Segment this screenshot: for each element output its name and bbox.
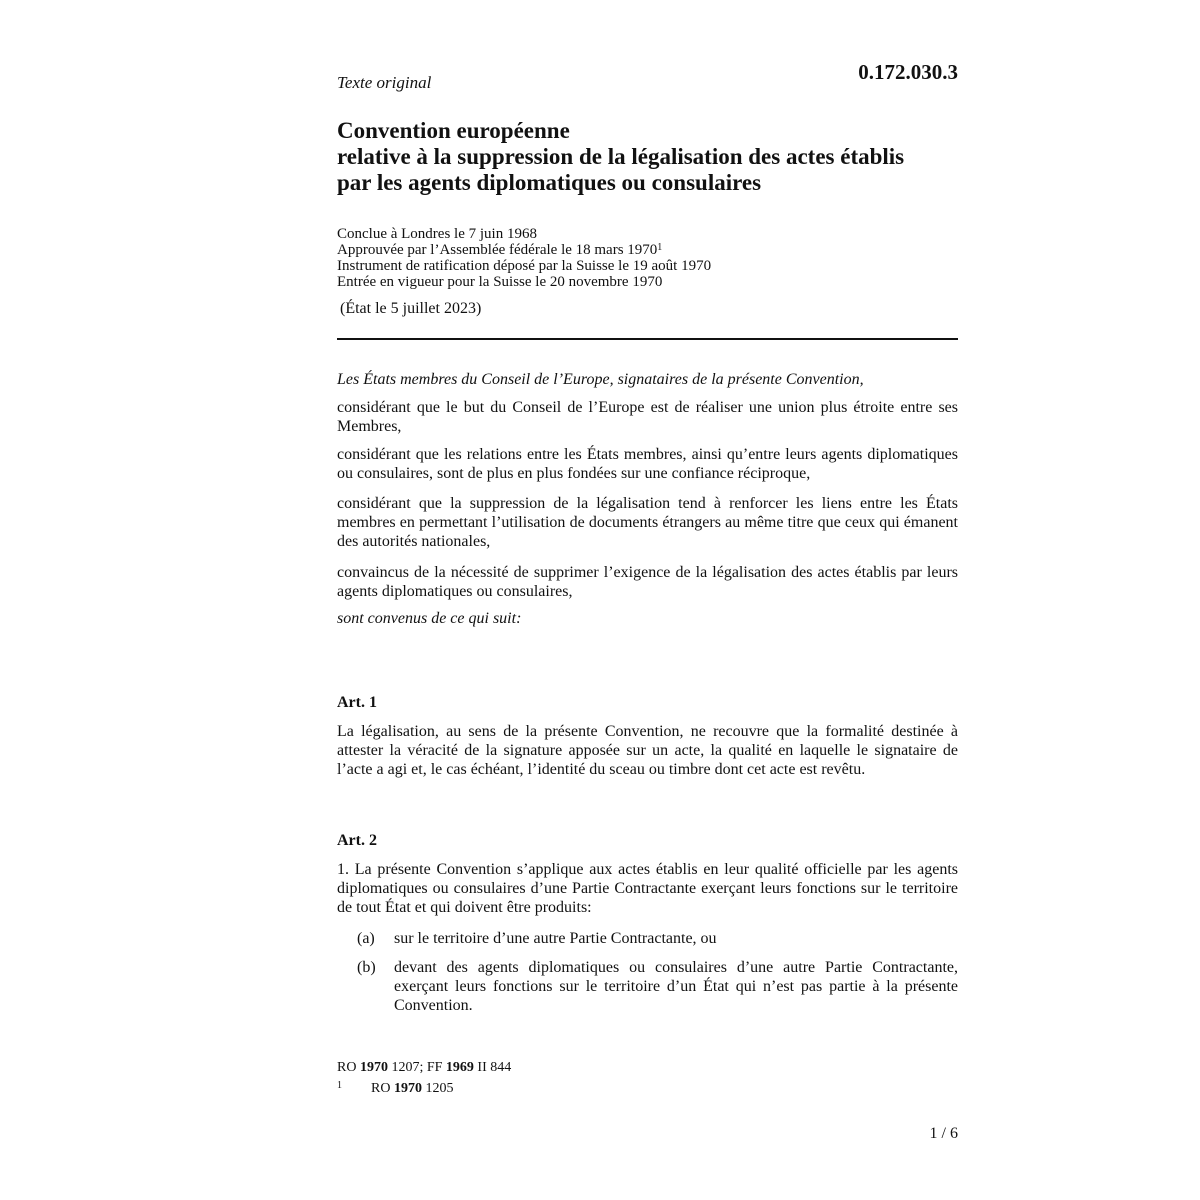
status-date: (État le 5 juillet 2023) <box>340 300 482 317</box>
list-item-text: devant des agents diplomatiques ou consulaires d’une autre Partie Contractante, exerçant leurs fonctions sur le territoire d’un État qui n’est pas partie à la présente Convention. <box>394 959 958 1014</box>
preamble-consideration: considérant que la suppression de la légalisation tend à renforcer les liens entre les États membres en permettant l’utilisation de documents étrangers au même titre que ceux qui émanent des autorités nationales, <box>337 495 958 550</box>
article-2-paragraph-1: 1. La présente Convention s’applique aux actes établis en leur qualité officielle par les agents diplomatiques ou consulaires d’une Partie Contractante exerçant leurs fonctions sur le territoire de tout État et qui doivent être produits: <box>337 861 958 916</box>
preamble-consideration: considérant que les relations entre les États membres, ainsi qu’entre leurs agents diplomatiques ou consulaires, sont de plus en plus fondées sur une confiance réciproque, <box>337 446 958 482</box>
footnote-mark: 1 <box>337 1080 342 1091</box>
approval-date: Approuvée par l’Assemblée fédérale le 18 mars 1970$^1$ <box>337 242 663 258</box>
preamble-consideration: convaincus de la nécessité de supprimer l’exigence de la légalisation des actes établis par leurs agents diplomatiques ou consulaires, <box>337 564 958 600</box>
systematic-number: 0.172.030.3 <box>858 60 958 84</box>
document-page <box>337 0 958 1200</box>
list-marker: (a) <box>357 930 375 947</box>
original-text-label: Texte original <box>337 73 432 92</box>
preamble-intro: Les États membres du Conseil de l’Europe, signataires de la présente Convention, <box>337 371 864 388</box>
title-line: relative à la suppression de la légalisation des actes établis <box>337 144 905 169</box>
preamble-consideration: considérant que le but du Conseil de l’Europe est de réaliser une union plus étroite entre ses Membres, <box>337 399 958 435</box>
list-item-b <box>357 958 958 1015</box>
list-marker: (b) <box>357 959 376 976</box>
page-number: 1 / 6 <box>929 1125 958 1142</box>
list-item-a <box>357 929 958 948</box>
list-item-text: sur le territoire d’une autre Partie Contractante, ou <box>394 930 717 947</box>
concluded-date: Conclue à Londres le 7 juin 1968 <box>337 226 537 242</box>
document-title <box>337 118 958 196</box>
document-metadata <box>337 226 711 290</box>
header-divider <box>337 338 958 340</box>
official-publication-reference: RO 1970 1207; FF 1969 II 844 <box>337 1060 512 1075</box>
article-1-title: Art. 1 <box>337 694 377 711</box>
footnote-1: 1 RO 1970 1205 <box>337 1080 454 1096</box>
title-line: par les agents diplomatiques ou consulaires <box>337 170 762 195</box>
preamble-closing: sont convenus de ce qui suit: <box>337 610 522 627</box>
article-1-text: La légalisation, au sens de la présente Convention, ne recouvre que la formalité destinée à attester la véracité de la signature apposée sur un acte, la qualité en laquelle le signataire de l’acte a agi et, le cas échéant, l’identité du sceau ou timbre dont cet acte est revêtu. <box>337 723 958 778</box>
entry-into-force-date: Entrée en vigueur pour la Suisse le 20 novembre 1970 <box>337 274 663 290</box>
title-line: Convention européenne <box>337 118 570 143</box>
footnote-reference[interactable]: 1 <box>657 242 663 253</box>
ratification-date: Instrument de ratification déposé par la Suisse le 19 août 1970 <box>337 258 712 274</box>
article-2-title: Art. 2 <box>337 832 377 849</box>
